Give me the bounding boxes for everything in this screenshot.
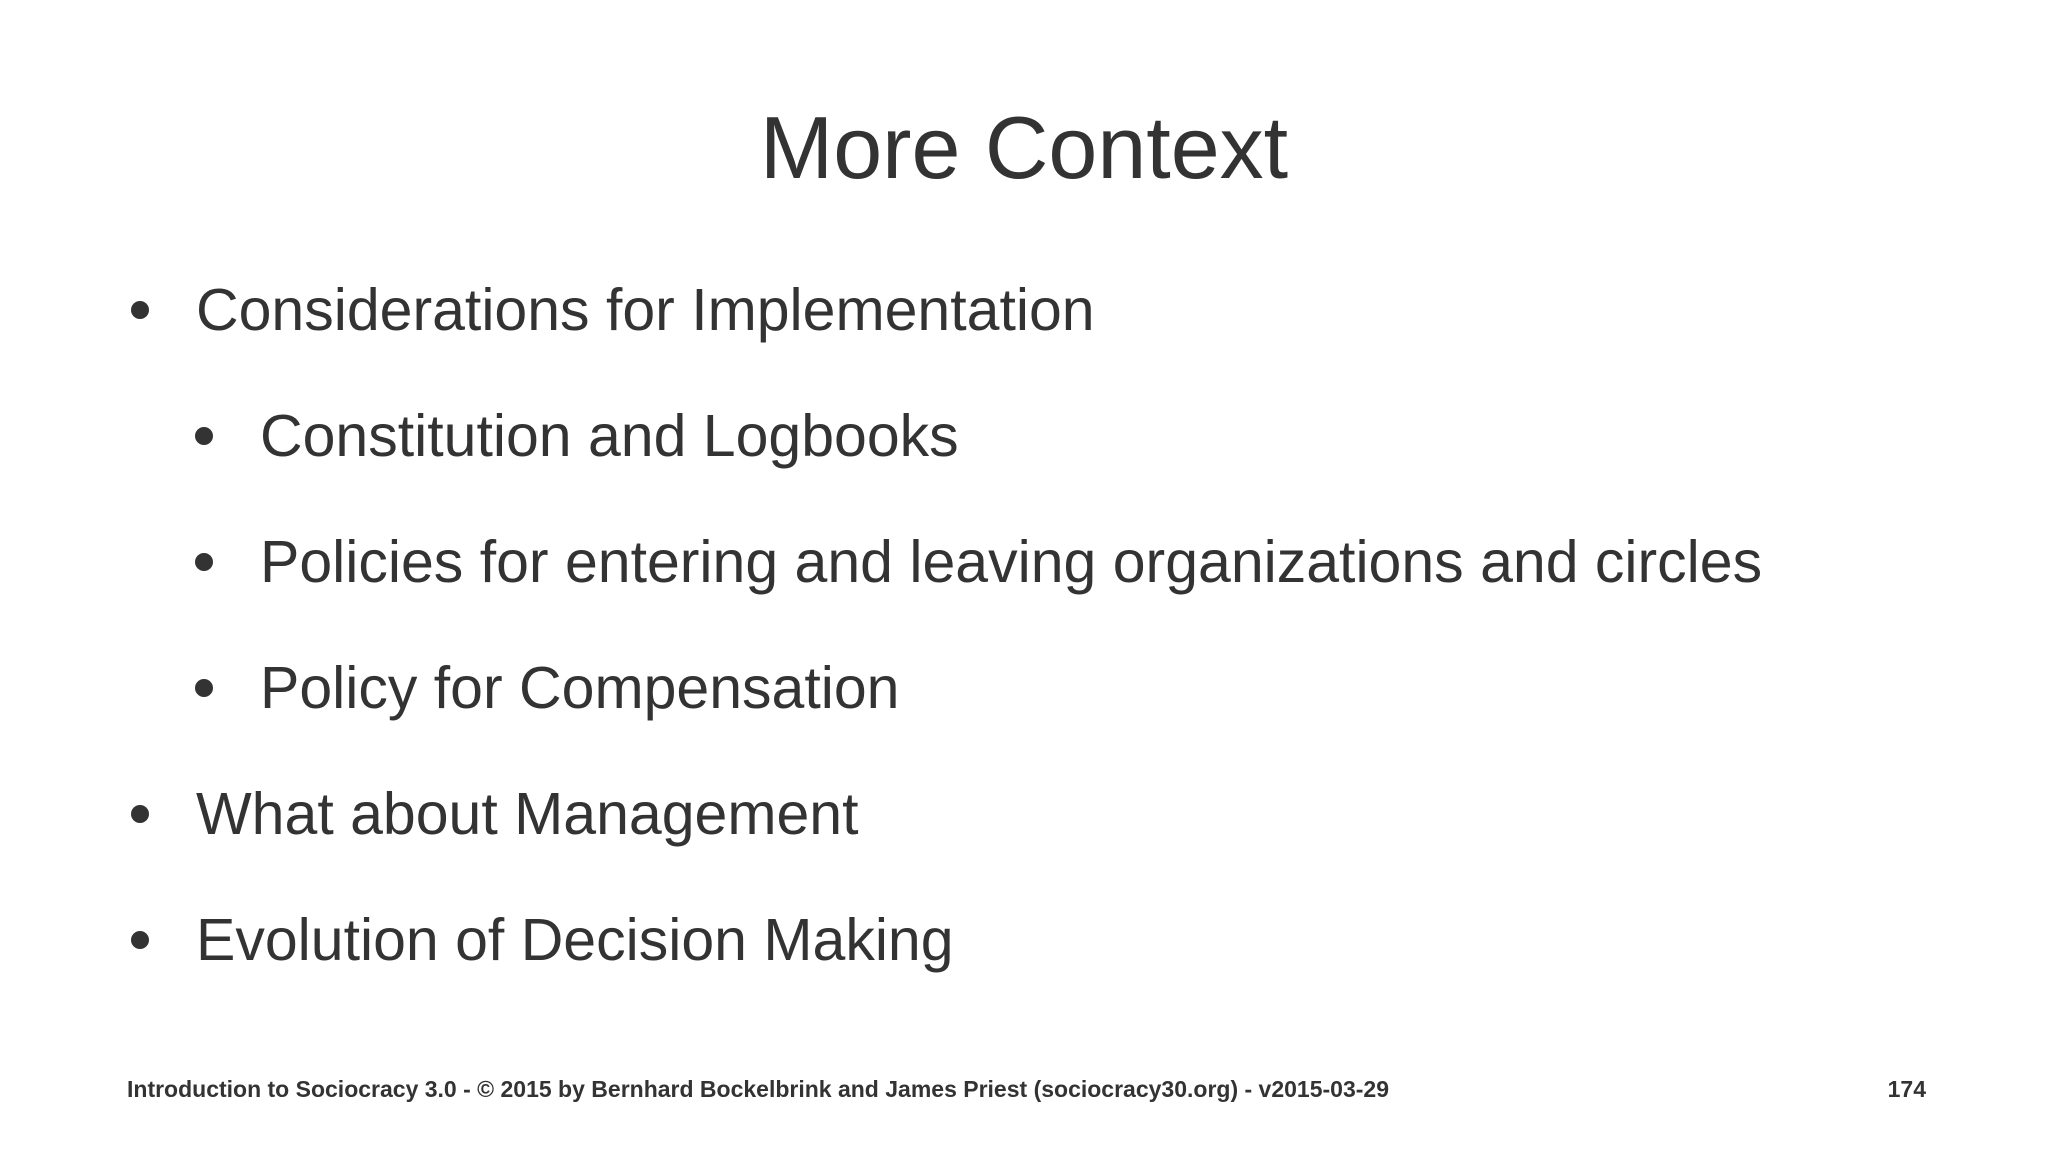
bullet-text: Constitution and Logbooks [260,403,959,469]
bullet-icon [195,427,213,445]
bullet-item [131,275,1095,345]
footer-text: Introduction to Sociocracy 3.0 - © 2015 by Bernhard Bockelbrink and James Priest (sociocracy30.org) - v2015-03-29 [127,1076,1389,1102]
bullet-icon [131,931,149,949]
bullet-text: Policies for entering and leaving organizations and circles [260,529,1763,595]
bullet-icon [131,301,149,319]
bullet-text: Considerations for Implementation [196,277,1095,343]
bullet-item [131,905,954,975]
bullet-text: Policy for Compensation [260,655,900,721]
bullet-icon [131,805,149,823]
slide-title: More Context [759,98,1289,197]
sub-bullet-item [195,527,1762,597]
bullet-icon [195,553,213,571]
page-number: 174 [1887,1076,1926,1102]
sub-bullet-item [195,653,899,723]
bullet-item [131,779,859,849]
bullet-text: What about Management [196,781,859,847]
sub-bullet-item [195,401,959,471]
bullet-icon [195,679,213,697]
bullet-text: Evolution of Decision Making [196,907,954,973]
